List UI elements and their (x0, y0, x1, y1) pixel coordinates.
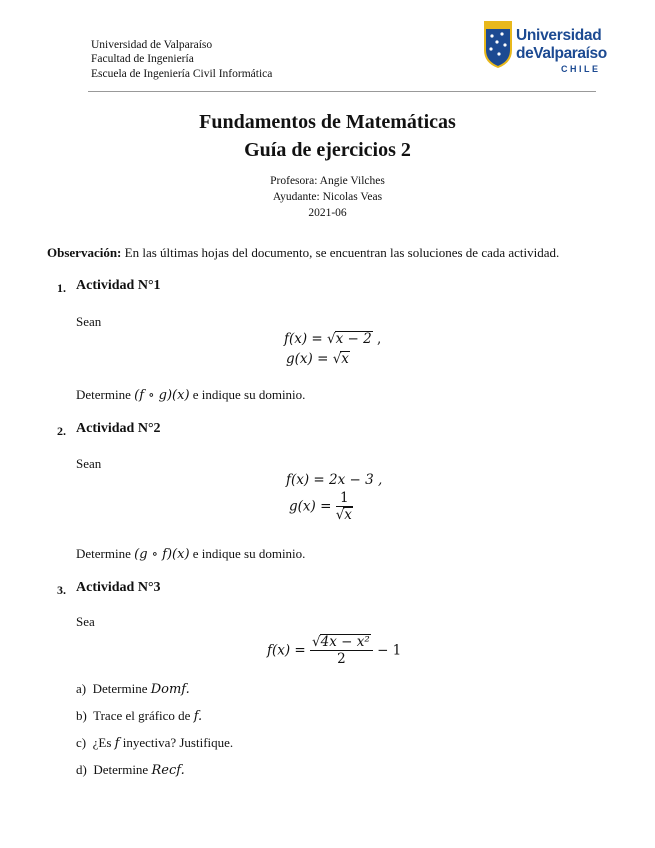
task-text: Determine (76, 546, 135, 561)
eq-lhs: f(x) = (284, 331, 328, 347)
activity-2-heading (57, 422, 66, 440)
observation (47, 245, 559, 261)
header-divider (88, 91, 596, 92)
activity-title: Actividad N°3 (76, 580, 161, 595)
logo-line3: CHILE (561, 64, 601, 74)
activity-title: Actividad N°1 (76, 278, 161, 293)
item-math: Domf. (150, 682, 190, 697)
activity-number: 2. (57, 424, 66, 438)
list-item (76, 735, 233, 752)
sqrt-icon: √ (312, 634, 321, 650)
item-text: ¿Es (92, 735, 115, 750)
activity-number: 3. (57, 583, 66, 597)
task-text: e indique su dominio. (189, 387, 306, 402)
eq-end: , (372, 331, 382, 347)
item-math: Recf. (151, 763, 185, 778)
university-shield-icon (482, 18, 514, 68)
fraction-denominator: x (344, 507, 352, 523)
activity-1-heading (57, 279, 66, 297)
eq-tail: − 1 (372, 642, 402, 659)
fraction-numerator: 1 (336, 490, 353, 507)
eq-lhs: f(x) = (267, 642, 311, 659)
eq-fraction (310, 634, 373, 667)
item-label: d) (76, 762, 87, 777)
activity-2-task (76, 546, 305, 563)
item-text: Determine (92, 681, 151, 696)
professor-line: Profesora: Angie Vilches (270, 175, 385, 187)
eq-radicand: x (341, 351, 349, 367)
item-math: f. (193, 709, 203, 724)
item-text: Determine (93, 762, 152, 777)
university-logo (482, 18, 607, 76)
assistant-line: Ayudante: Nicolas Veas (272, 191, 383, 203)
eq-fraction (336, 490, 353, 523)
observation-text: En las últimas hojas del documento, se encuentran las soluciones de cada actividad. (121, 245, 560, 260)
activity-1-equation-f (284, 331, 381, 347)
list-item (76, 762, 185, 779)
item-label: a) (76, 681, 87, 696)
list-item (76, 681, 190, 698)
task-expression: (f ∘ g)(x) (134, 388, 190, 403)
page-title: Fundamentos de Matemáticas (199, 111, 456, 133)
activity-title: Actividad N°2 (76, 421, 161, 436)
activity-3-equation (267, 634, 401, 667)
sqrt-icon: √ (332, 351, 342, 367)
observation-label: Observación: (47, 245, 122, 260)
activity-3-heading (57, 581, 66, 599)
item-text: inyectiva? Justifique. (119, 735, 234, 750)
activity-1-equation-g (286, 351, 350, 367)
logo-line1: Universidad (516, 27, 602, 44)
fraction-denominator: 2 (337, 651, 346, 667)
activity-number: 1. (57, 281, 66, 295)
term-line: 2021-06 (308, 207, 347, 219)
list-item (76, 708, 202, 725)
eq-lhs: g(x) = (286, 351, 333, 367)
page-subtitle: Guía de ejercicios 2 (244, 139, 411, 161)
logo-line2: deValparaíso (516, 45, 607, 62)
activity-1-task (76, 387, 305, 404)
task-expression: (g ∘ f)(x) (134, 547, 190, 562)
item-label: c) (76, 735, 87, 750)
item-math: f (114, 736, 120, 751)
eq-expression: f(x) = 2x − 3 , (286, 472, 383, 488)
task-text: e indique su dominio. (189, 546, 306, 561)
item-text: Trace el gráfico de (93, 708, 194, 723)
activity-intro: Sean (76, 314, 102, 329)
fraction-numerator: 4x − x² (320, 634, 370, 650)
item-label: b) (76, 708, 87, 723)
eq-radicand: x − 2 (335, 331, 372, 347)
activity-intro: Sean (76, 456, 102, 471)
header-faculty: Facultad de Ingeniería (91, 53, 194, 65)
header-school: Escuela de Ingeniería Civil Informática (91, 68, 273, 80)
header-university: Universidad de Valparaíso (91, 39, 213, 51)
activity-2-equation-f (286, 472, 382, 488)
sqrt-icon: √ (327, 331, 336, 347)
task-text: Determine (76, 387, 135, 402)
activity-intro: Sea (76, 614, 95, 629)
eq-lhs: g(x) = (289, 498, 336, 515)
activity-2-equation-g (289, 490, 353, 523)
sqrt-icon: √ (335, 507, 345, 523)
